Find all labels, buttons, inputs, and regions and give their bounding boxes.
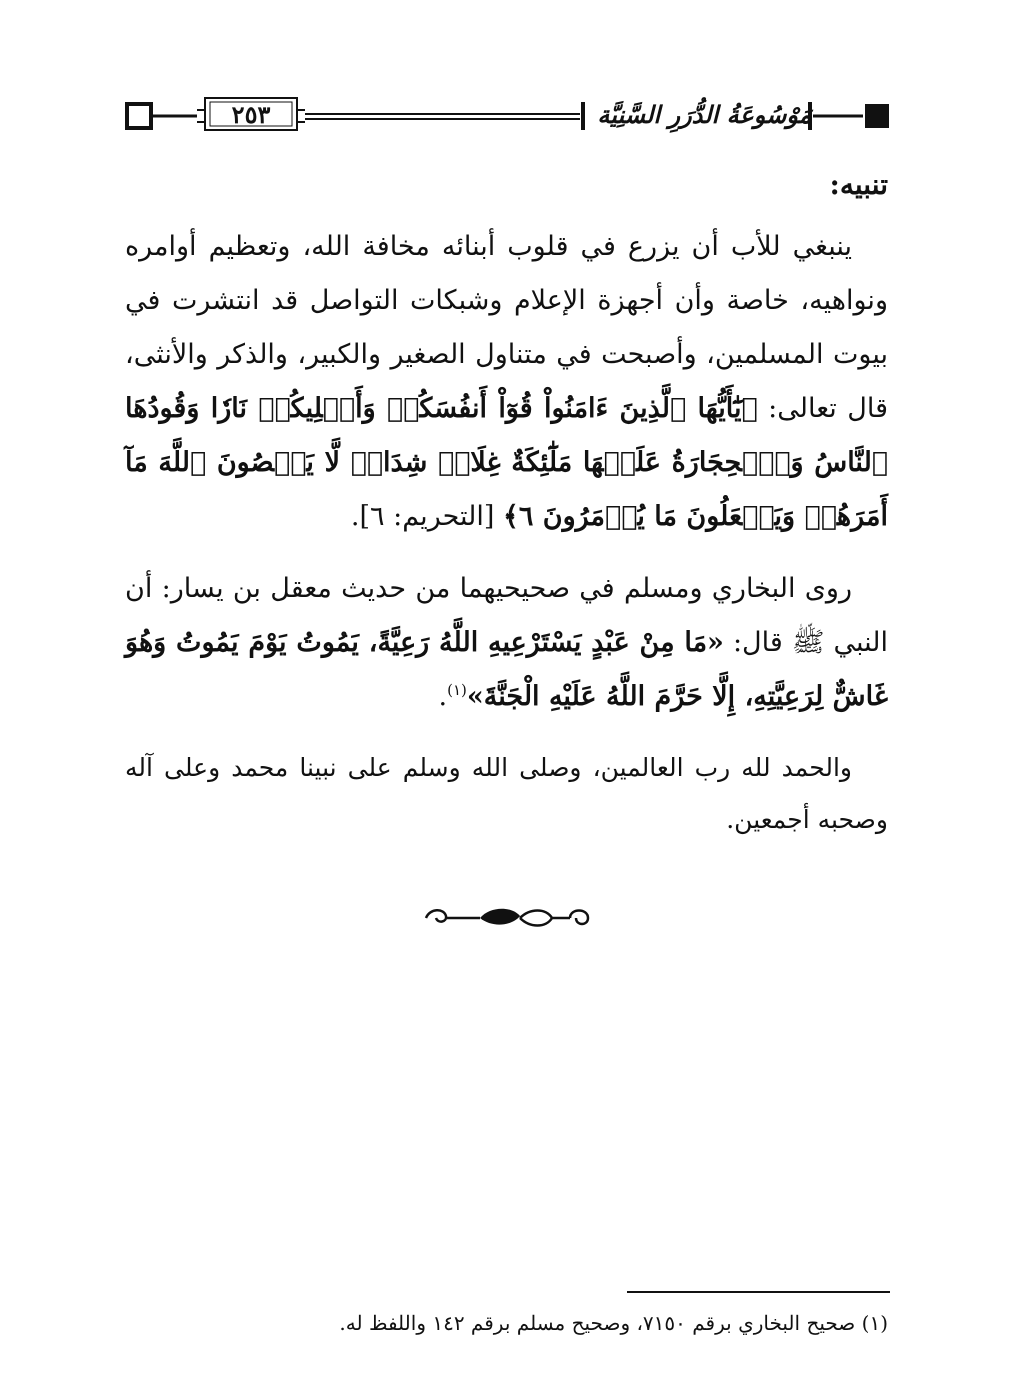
paragraph-advice-text: ينبغي للأب أن يزرع في قلوب أبنائه مخافة الله، وتعظيم أوامره ونواهيه، خاصة وأن أجهزة الإعلام وشبكات التواصل قد انتشرت في بيوت المسلمين، وأصبحت في متناول الصغير والكبير، والذكر والأنثى، قال تعالى:	[125, 231, 888, 424]
hadith-end: .	[438, 681, 448, 712]
closing-text: والحمد لله رب العالمين، وصلى الله وسلم على نبينا محمد وعلى آله وصحبه أجمعين.	[125, 753, 888, 834]
footnote: (١) صحيح البخاري برقم ٧١٥٠، وصحيح مسلم برقم ١٤٢ واللفظ له.	[339, 1311, 888, 1335]
quran-reference: [التحريم: ٦].	[350, 501, 504, 532]
page-content	[125, 160, 888, 846]
paragraph-advice	[125, 220, 888, 544]
page-header	[125, 92, 890, 140]
hadith-text: «مَا مِنْ عَبْدٍ يَسْتَرْعِيهِ اللَّهُ رَعِيَّةً، يَمُوتُ يَوْمَ يَمُوتُ وَهُوَ غَاشٌّ لِرَعِيَّتِهِ، إِلَّا حَرَّمَ اللَّهُ عَلَيْهِ الْجَنَّةَ»	[125, 627, 888, 712]
footnote-marker: (١)	[447, 681, 467, 699]
paragraph-hadith	[125, 562, 888, 724]
footnote-separator	[627, 1291, 890, 1293]
closing-prayer	[125, 742, 888, 846]
quran-verse: ﴿يَٰٓأَيُّهَا ٱلَّذِينَ ءَامَنُواْ قُوٓاْ أَنفُسَكُمۡ وَأَهۡلِيكُمۡ نَارٗا وَقُودُهَا ٱلنَّاسُ وَٱلۡحِجَارَةُ عَلَيۡهَا مَلَٰٓئِكَةٌ غِلَاظٞ شِدَادٞ لَّا يَعۡصُونَ ٱللَّهَ مَآ أَمَرَهُمۡ وَيَفۡعَلُونَ مَا يُؤۡمَرُونَ ٦﴾	[125, 393, 888, 532]
section-heading: تنبيه:	[829, 168, 888, 201]
end-ornament-icon	[420, 900, 595, 936]
hadith-intro: روى البخاري ومسلم في صحيحيهما من حديث معقل بن يسار: أن النبي ﷺ قال:	[125, 573, 888, 658]
page-number: ٢٥٣	[231, 99, 271, 129]
book-title: مَوْسُوعَةُ الدُّرَرِ السَّنِيَّة	[597, 99, 812, 129]
